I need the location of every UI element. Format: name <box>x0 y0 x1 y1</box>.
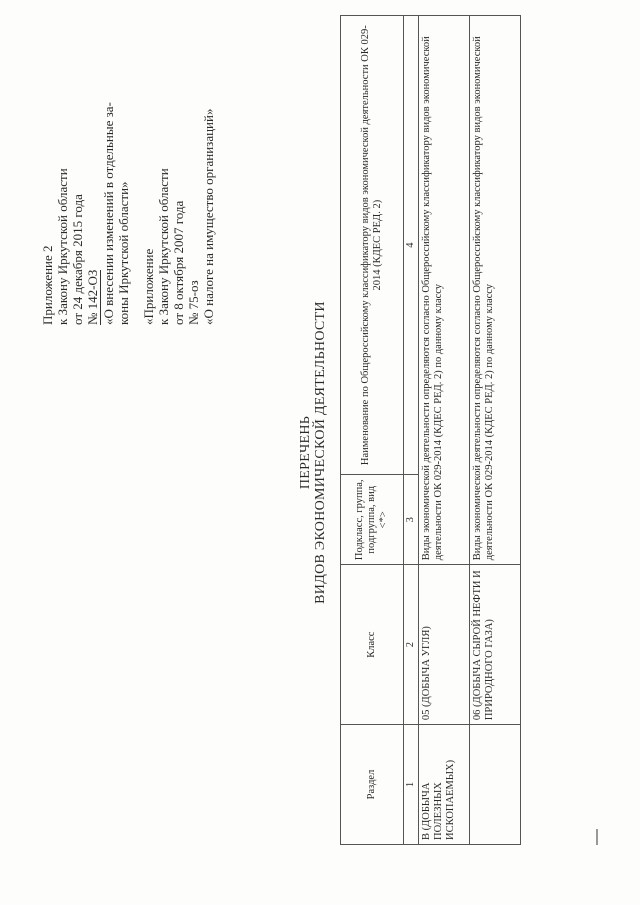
header-line: «О налоге на имущество организаций» <box>201 108 216 325</box>
header-line: к Закону Иркутской области <box>156 168 171 325</box>
header-name: Наименование по Общероссийскому классификатору видов экономической деятельности ОК 029-2014 (КДЕС РЕД. 2) <box>341 16 404 475</box>
header-line: Приложение 2 <box>40 245 55 325</box>
margin-mark <box>596 829 598 845</box>
header-line <box>85 25 101 325</box>
column-number: 3 <box>404 475 419 565</box>
cell-class: 05 (ДОБЫЧА УГЛЯ) <box>419 565 470 725</box>
header-section: Раздел <box>341 725 404 845</box>
table-row <box>470 16 521 845</box>
cell-section <box>470 725 521 845</box>
document-subtitle: ВИДОВ ЭКОНОМИЧЕСКОЙ ДЕЯТЕЛЬНОСТИ <box>313 301 328 604</box>
header-line: «Приложение <box>141 248 156 325</box>
cell-description: Виды экономической деятельности определяются согласно Общероссийскому классификатору видов экономической деятельности ОК 029-2014 (КДЕС РЕД. 2) по данному классу <box>470 16 521 565</box>
cell-section: В (ДОБЫЧА ПОЛЕЗНЫХ ИСКОПАЕМЫХ) <box>419 725 470 845</box>
header-subclass: Подкласс, группа, подгруппа, вид <*> <box>341 475 404 565</box>
column-number: 4 <box>404 16 419 475</box>
header-line: № 75-оз <box>186 280 201 325</box>
table-header-row <box>341 16 404 845</box>
header-line: от 8 октября 2007 года <box>171 200 186 325</box>
header-class: Класс <box>341 565 404 725</box>
cell-description: Виды экономической деятельности определяются согласно Общероссийскому классификатору видов экономической деятельности ОК 029-2014 (КДЕС РЕД. 2) по данному классу <box>419 16 470 565</box>
header-line: к Закону Иркутской области <box>55 168 70 325</box>
column-number: 2 <box>404 565 419 725</box>
table-row <box>419 16 470 845</box>
header-line: коны Иркутской области» <box>116 181 131 325</box>
spacer <box>131 25 141 325</box>
column-number-row <box>404 16 419 845</box>
header-line: от 24 декабря 2015 года <box>70 194 85 325</box>
cell-class: 06 (ДОБЫЧА СЫРОЙ НЕФТИ И ПРИРОДНОГО ГАЗА) <box>470 565 521 725</box>
document-title: ПЕРЕЧЕНЬ <box>298 415 313 490</box>
column-number: 1 <box>404 725 419 845</box>
appendix-header <box>40 25 216 325</box>
law-number: № 142-ОЗ <box>85 269 100 325</box>
header-line: «О внесении изменений в отдельные за- <box>101 102 116 325</box>
activities-table <box>340 15 521 845</box>
